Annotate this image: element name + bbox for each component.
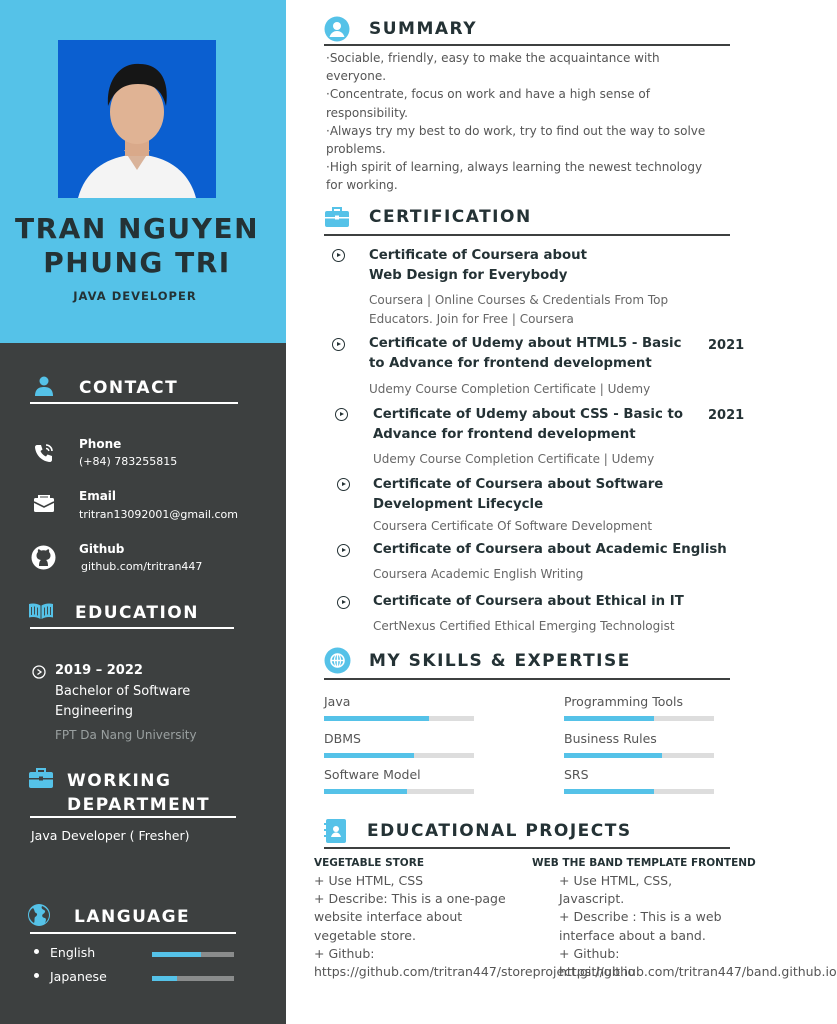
circle-arrow-icon (32, 665, 46, 679)
certificate-year: 2021 (708, 338, 745, 353)
skill-bar (324, 753, 474, 758)
project-title: VEGETABLE STORE (314, 857, 424, 869)
skill-bar (564, 753, 714, 758)
working-heading (67, 769, 210, 817)
briefcase-icon (28, 767, 54, 789)
projects-heading: EDUCATIONAL PROJECTS (367, 821, 632, 841)
circle-arrow-icon (335, 408, 348, 421)
circle-arrow-icon (337, 478, 350, 491)
skills-heading: MY SKILLS & EXPERTISE (369, 651, 631, 671)
skill-name: SRS (564, 767, 589, 782)
working-position: Java Developer ( Fresher) (31, 828, 190, 843)
email-label: Email (79, 489, 117, 503)
summary-line: ·Always try my best to do work, try to find out the way to solve problems. (326, 123, 706, 157)
skills-divider (324, 678, 730, 680)
job-title: JAVA DEVELOPER (73, 289, 197, 303)
skill-bar-fill (564, 753, 662, 758)
certificate-title: Certificate of Coursera about Software Development Lifecycle (373, 477, 664, 512)
project-title: WEB THE BAND TEMPLATE FRONTEND (532, 857, 756, 869)
project-description: + Use HTML, CSS + Describe: This is a one-page website interface about vegetable store. + Github: https://github.com/tritran447/storeproject.github.io (314, 873, 636, 980)
phone-icon (33, 442, 55, 464)
bullet-dot (34, 973, 39, 978)
working-divider (30, 816, 236, 818)
education-divider (30, 627, 234, 629)
gear-globe-icon (324, 647, 351, 674)
certificate-source: Udemy Course Completion Certificate | Udemy (373, 452, 655, 466)
certificate-year: 2021 (708, 408, 745, 423)
education-heading: EDUCATION (75, 603, 199, 623)
working-heading-line-1: WORKING (67, 771, 172, 791)
skill-bar (564, 716, 714, 721)
project-description: + Use HTML, CSS, Javascript. + Describe : This is a web interface about a band. + Github: https://github.com/tritran447/band.github.io (559, 873, 837, 980)
skill-bar (324, 716, 474, 721)
summary-line: ·Concentrate, focus on work and have a high sense of responsibility. (326, 87, 650, 120)
name-line-2: PHUNG TRI (43, 246, 231, 279)
id-card-icon (324, 818, 348, 844)
summary-line: ·High spirit of learning, always learning the newest technology for working. (326, 160, 703, 193)
github-label: Github (79, 542, 125, 556)
certificate-source: Udemy Course Completion Certificate | Udemy (369, 382, 651, 396)
sidebar (0, 0, 286, 1024)
skill-bar-fill (324, 789, 407, 794)
email-value[interactable]: tritran13092001@gmail.com (79, 508, 238, 521)
circle-arrow-icon (332, 338, 345, 351)
name-line-1: TRAN NGUYEN (15, 212, 259, 245)
certificate-title: Certificate of Udemy about HTML5 - Basic to Advance for frontend development (369, 336, 682, 371)
certificate-title: Certificate of Coursera about Ethical in IT (373, 594, 684, 609)
language-bar-japanese (152, 976, 234, 981)
certificate-title: Certificate of Udemy about CSS - Basic to Advance for frontend development (373, 407, 683, 442)
summary-line: ·Sociable, friendly, easy to make the acquaintance with everyone. (326, 51, 660, 84)
globe-icon (27, 903, 51, 927)
phone-label: Phone (79, 437, 122, 451)
phone-value: (+84) 783255815 (79, 455, 178, 468)
skill-name: Java (324, 694, 351, 709)
skill-bar-fill (324, 716, 429, 721)
circle-arrow-icon (332, 249, 345, 262)
language-item-japanese (34, 969, 107, 984)
skill-bar-fill (324, 753, 414, 758)
language-name: English (50, 945, 96, 960)
certification-divider (324, 234, 730, 236)
language-item-english (34, 945, 95, 960)
bullet-dot (34, 949, 39, 954)
education-degree: Bachelor of Software Engineering (55, 684, 191, 719)
certificate-title: Certificate of Coursera about Web Design for Everybody (369, 248, 587, 283)
certificate-source: CertNexus Certified Ethical Emerging Technologist (373, 619, 675, 633)
working-heading-line-2: DEPARTMENT (67, 795, 211, 815)
education-school: FPT Da Nang University (55, 728, 197, 742)
certificate-source: Coursera Certificate Of Software Development (373, 519, 653, 533)
skill-name: Software Model (324, 767, 421, 782)
user-circle-icon (324, 16, 350, 42)
contact-divider (30, 402, 238, 404)
certification-heading: CERTIFICATION (369, 207, 532, 227)
language-heading: LANGUAGE (74, 907, 191, 927)
envelope-icon (33, 494, 55, 514)
skill-bar-fill (564, 789, 654, 794)
summary-text (326, 49, 716, 195)
skill-bar-fill (564, 716, 654, 721)
avatar (58, 40, 216, 198)
book-icon (28, 602, 54, 620)
summary-heading: SUMMARY (369, 19, 478, 39)
language-bar-fill (152, 952, 201, 957)
certificate-source: Coursera Academic English Writing (373, 567, 584, 581)
profile-header (0, 0, 286, 343)
person-icon (35, 376, 53, 396)
skill-name: Programming Tools (564, 694, 684, 709)
education-years: 2019 – 2022 (55, 663, 143, 678)
language-name: Japanese (50, 969, 107, 984)
circle-arrow-icon (337, 596, 350, 609)
briefcase-icon (324, 206, 350, 228)
certificate-source: Coursera | Online Courses & Credentials From Top Educators. Join for Free | Coursera (369, 293, 669, 326)
projects-divider (324, 847, 730, 849)
summary-divider (324, 44, 730, 46)
github-value[interactable]: github.com/tritran447 (81, 560, 203, 573)
github-icon (31, 545, 56, 570)
certificate-title: Certificate of Coursera about Academic English (373, 542, 727, 557)
full-name (0, 212, 274, 280)
skill-name: DBMS (324, 731, 361, 746)
language-bar-english (152, 952, 234, 957)
contact-heading: CONTACT (79, 378, 179, 398)
skill-bar (324, 789, 474, 794)
skill-bar (564, 789, 714, 794)
circle-arrow-icon (337, 544, 350, 557)
language-bar-fill (152, 976, 177, 981)
skill-name: Business Rules (564, 731, 657, 746)
language-divider (30, 932, 236, 934)
